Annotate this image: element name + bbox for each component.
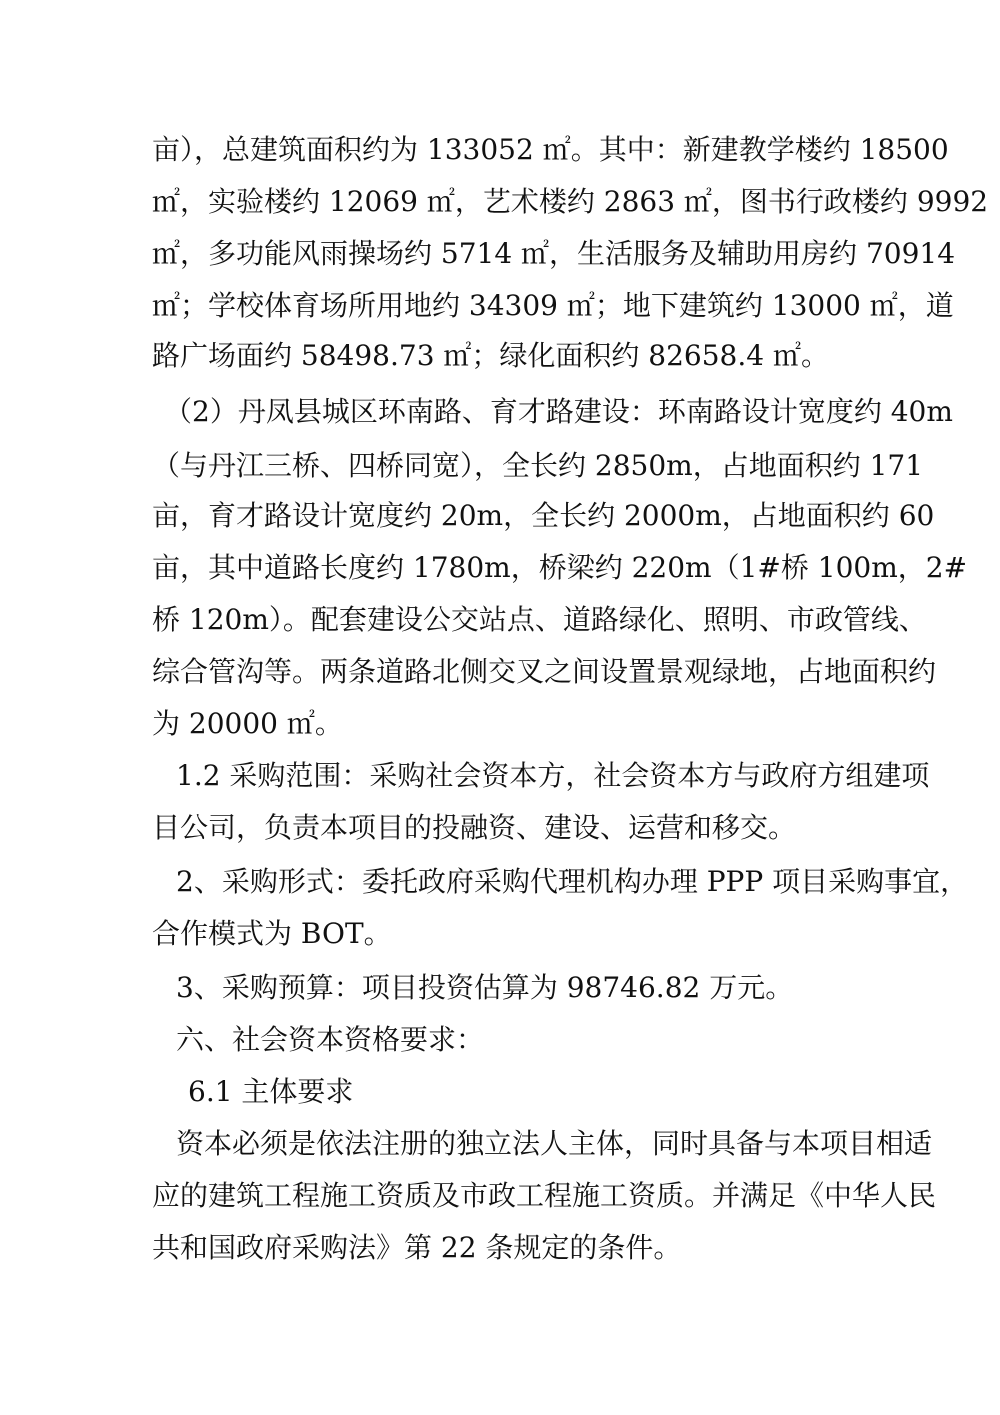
text-line: 路广场面约 58498.73 ㎡；绿化面积约 82658.4 ㎡。 bbox=[152, 339, 829, 372]
text-line: 为 20000 ㎡。 bbox=[152, 707, 343, 740]
text-line: 合作模式为 BOT。 bbox=[152, 917, 392, 950]
text-line: ㎡，多功能风雨操场约 5714 ㎡，生活服务及辅助用房约 70914 bbox=[152, 237, 956, 270]
text-line: 亩，其中道路长度约 1780m，桥梁约 220m（1#桥 100m，2# bbox=[152, 551, 968, 584]
text-line: （与丹江三桥、四桥同宽），全长约 2850m，占地面积约 171 bbox=[152, 449, 924, 482]
text-line: 亩），总建筑面积约为 133052 ㎡。其中：新建教学楼约 18500 bbox=[152, 133, 949, 166]
text-line: ㎡，实验楼约 12069 ㎡，艺术楼约 2863 ㎡，图书行政楼约 9992 bbox=[152, 185, 989, 218]
text-line: 目公司，负责本项目的投融资、建设、运营和移交。 bbox=[152, 811, 797, 844]
section-heading: 六、社会资本资格要求： bbox=[176, 1023, 485, 1056]
text-line: 资本必须是依法注册的独立法人主体，同时具备与本项目相适 bbox=[176, 1127, 933, 1160]
text-line: 应的建筑工程施工资质及市政工程施工资质。并满足《中华人民 bbox=[152, 1179, 937, 1212]
text-line: 桥 120m）。配套建设公交站点、道路绿化、照明、市政管线、 bbox=[152, 603, 927, 636]
subsection-heading: 6.1 主体要求 bbox=[188, 1075, 354, 1108]
text-line: （2）丹凤县城区环南路、育才路建设：环南路设计宽度约 40m bbox=[164, 395, 953, 428]
text-line: ㎡；学校体育场所用地约 34309 ㎡；地下建筑约 13000 ㎡，道 bbox=[152, 289, 954, 322]
text-line: 亩，育才路设计宽度约 20m，全长约 2000m，占地面积约 60 bbox=[152, 499, 935, 532]
text-line: 3、采购预算：项目投资估算为 98746.82 万元。 bbox=[176, 971, 794, 1004]
text-line: 综合管沟等。两条道路北侧交叉之间设置景观绿地，占地面积约 bbox=[152, 655, 937, 688]
text-line: 共和国政府采购法》第 22 条规定的条件。 bbox=[152, 1231, 682, 1264]
text-line: 2、采购形式：委托政府采购代理机构办理 PPP 项目采购事宜， bbox=[176, 865, 969, 898]
text-line: 1.2 采购范围：采购社会资本方，社会资本方与政府方组建项 bbox=[176, 759, 930, 792]
